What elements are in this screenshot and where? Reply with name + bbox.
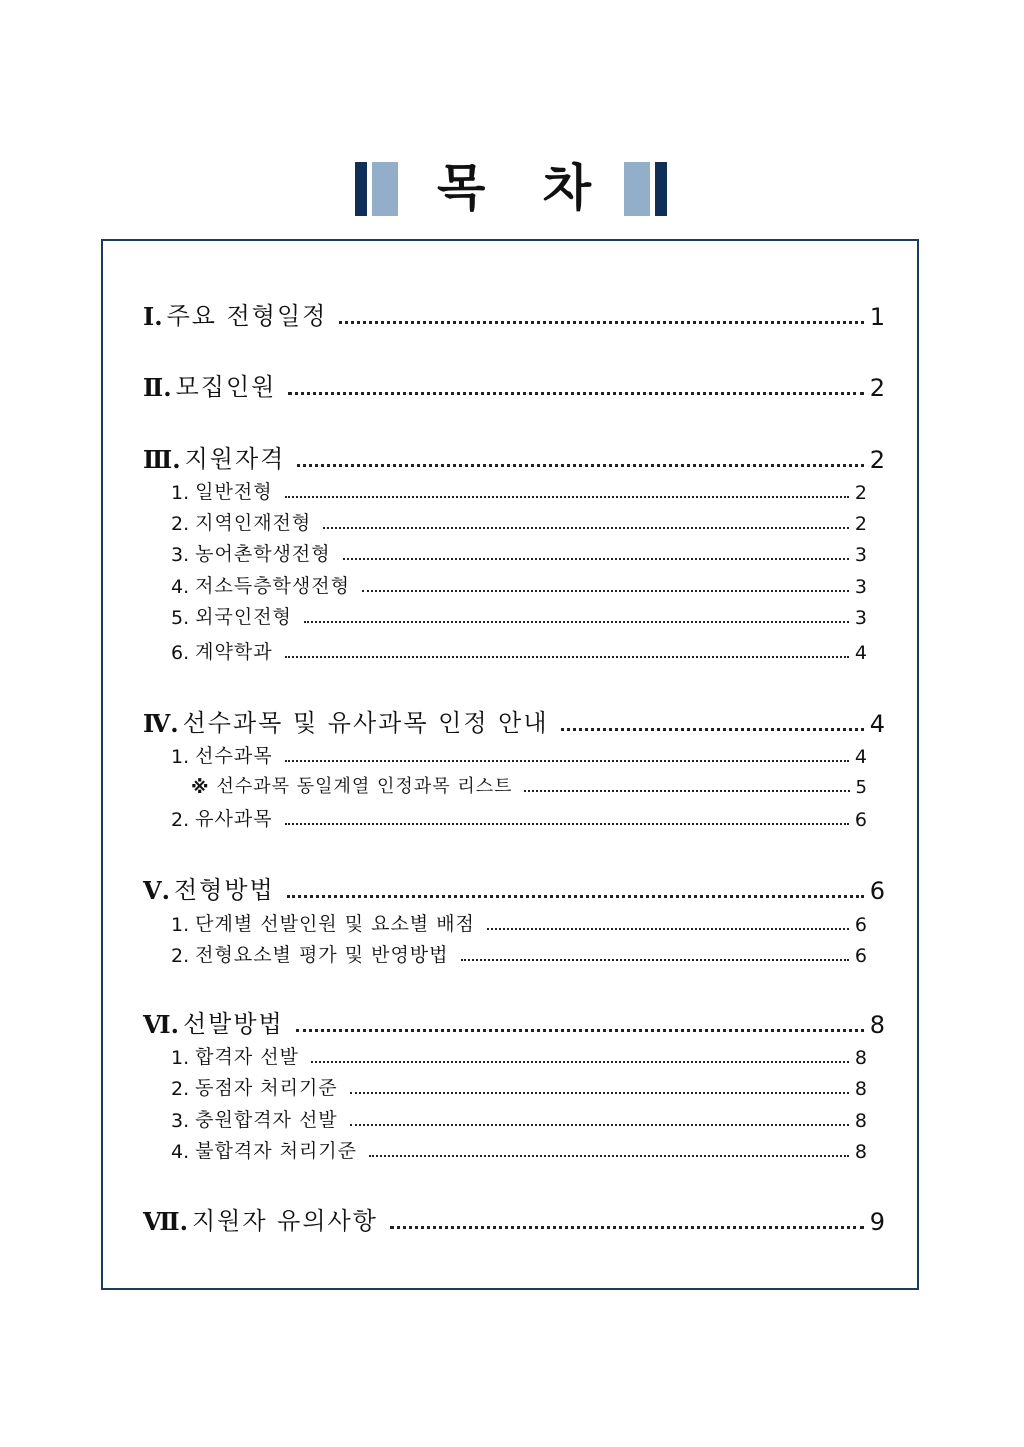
section-title: 모집인원 [175,373,277,401]
page-number: 6 [854,809,867,831]
toc-title-block [0,158,1024,218]
toc-section-6[interactable] [143,1005,885,1039]
dot-leader [288,392,863,395]
dot-leader [287,895,864,898]
subsection-title: 동점자 처리기준 [195,1077,338,1099]
section-number: Ⅶ. [143,1207,188,1236]
toc-section-3[interactable] [143,440,885,474]
toc-subsection[interactable] [171,572,867,598]
subsection-title: 저소득층학생전형 [195,575,350,597]
dot-leader [561,728,864,731]
subsection-title: 합격자 선발 [195,1046,299,1068]
dot-leader [323,527,849,529]
page-number: 8 [869,1011,885,1039]
toc-subsection[interactable] [171,478,867,504]
page-number: 8 [854,1047,867,1069]
subsection-number: 1. [171,914,190,936]
page-number: 1 [869,303,885,331]
page-number: 2 [854,482,867,504]
dot-leader [390,1226,864,1229]
page-title-text: 목 차 [437,159,592,217]
toc-subsection[interactable] [171,910,867,936]
page-number: 8 [854,1141,867,1163]
title-right-light-bar [624,162,650,216]
page-number: 9 [869,1208,885,1236]
toc-section-1[interactable] [143,297,885,331]
toc-subsection[interactable] [171,1043,867,1069]
subsection-number: 2. [171,1078,190,1100]
page-number: 4 [854,642,867,664]
toc-subsection[interactable] [171,603,867,629]
page-number: 2 [854,513,867,535]
toc-section-2[interactable] [143,368,885,402]
page-number: 6 [869,877,885,905]
subsection-number: 2. [171,809,190,831]
page-number: 2 [869,446,885,474]
subsection-number: 3. [171,544,190,566]
page-number: 6 [854,914,867,936]
toc-subsection[interactable] [171,1137,867,1163]
title-left-dark-bar [355,162,367,216]
dot-leader [350,1092,849,1094]
page-number: 4 [854,746,867,768]
subsection-number: 4. [171,1141,190,1163]
page-title [437,158,591,218]
subsection-title: 일반전형 [195,481,273,503]
dot-leader [311,1061,849,1063]
subsection-number: 6. [171,642,190,664]
dot-leader [285,496,849,498]
subsection-title: 불합격자 처리기준 [195,1140,358,1162]
subsection-number: 4. [171,576,190,598]
toc-note-item[interactable] [191,772,867,798]
page-number: 3 [854,607,867,629]
subsection-title: 외국인전형 [195,606,292,628]
page-number: 2 [869,374,885,402]
subsection-number: 1. [171,1047,190,1069]
subsection-number: 1. [171,482,190,504]
page-number: 3 [854,576,867,598]
subsection-number: 5. [171,607,190,629]
dot-leader [362,590,849,592]
section-title: 전형방법 [173,876,275,904]
subsection-title: 계약학과 [195,641,273,663]
dot-leader [285,656,849,658]
section-number: Ⅳ. [143,709,179,738]
section-title: 선발방법 [182,1010,284,1038]
page-number: 8 [854,1110,867,1132]
subsection-title: 선수과목 [195,745,273,767]
subsection-title: 지역인재전형 [195,512,312,534]
subsection-number: 1. [171,746,190,768]
subsection-number: 2. [171,945,190,967]
toc-subsection[interactable] [171,509,867,535]
toc-subsection[interactable] [171,805,867,831]
toc-subsection[interactable] [171,540,867,566]
toc-subsection[interactable] [171,1074,867,1100]
dot-leader [285,760,849,762]
toc-subsection[interactable] [171,638,867,664]
section-number: Ⅱ. [143,373,172,402]
subsection-title: 유사과목 [195,808,273,830]
subsection-title: 농어촌학생전형 [195,543,331,565]
page-number: 5 [855,777,867,798]
dot-leader [339,321,863,324]
section-number: Ⅰ. [143,302,163,331]
page-number: 8 [854,1078,867,1100]
title-left-light-bar [372,162,398,216]
dot-leader [304,621,849,623]
toc-section-7[interactable] [143,1202,885,1236]
toc-subsection[interactable] [171,742,867,768]
section-title: 지원자격 [184,445,286,473]
dot-leader [524,790,849,792]
dot-leader [343,558,849,560]
dot-leader [297,464,863,467]
page-number: 6 [854,945,867,967]
dot-leader [350,1124,849,1126]
page-number: 4 [869,710,885,738]
section-number: Ⅵ. [143,1010,179,1039]
title-right-dark-bar [655,162,667,216]
dot-leader [461,959,849,961]
section-title: 주요 전형일정 [166,302,328,330]
toc-subsection[interactable] [171,941,867,967]
subsection-title: 단계별 선발인원 및 요소별 배점 [195,913,475,935]
section-number: Ⅴ. [143,876,170,905]
page-number: 3 [854,544,867,566]
subsection-title: 충원합격자 선발 [195,1109,338,1131]
section-number: Ⅲ. [143,445,181,474]
toc-section-4[interactable] [143,704,885,738]
reference-mark: ※ [191,777,209,798]
subsection-title: 전형요소별 평가 및 반영방법 [195,944,449,966]
section-title: 지원자 유의사항 [191,1207,378,1235]
subsection-title: 선수과목 동일계열 인정과목 리스트 [216,776,513,797]
toc-subsection[interactable] [171,1106,867,1132]
section-title: 선수과목 및 유사과목 인정 안내 [182,709,549,737]
subsection-number: 3. [171,1110,190,1132]
dot-leader [285,823,849,825]
dot-leader [296,1029,864,1032]
subsection-number: 2. [171,513,190,535]
toc-section-5[interactable] [143,871,885,905]
dot-leader [369,1155,849,1157]
dot-leader [487,928,849,930]
